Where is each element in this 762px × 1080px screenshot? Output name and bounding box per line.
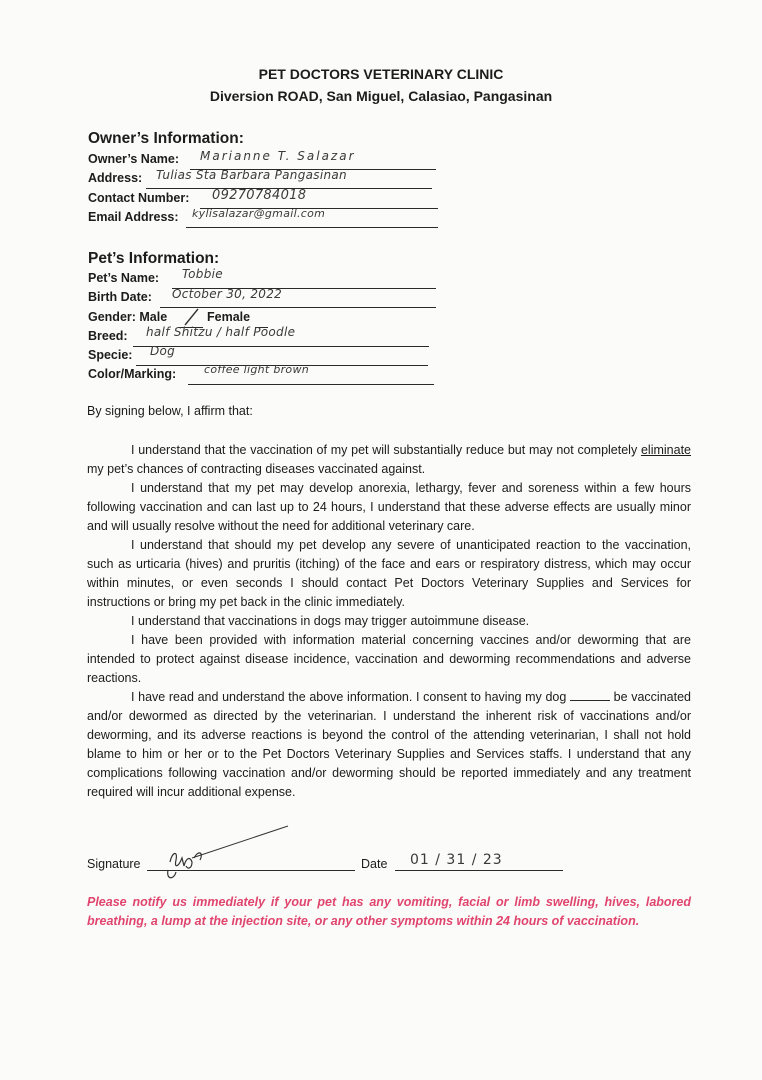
affirm-paragraph-4: I understand that vaccinations in dogs may trigger autoimmune disease. bbox=[131, 614, 530, 628]
affirm-p1-text-end: my pet’s chances of contracting diseases vaccinated against. bbox=[87, 462, 426, 476]
affirm-p6-text-end: be vaccinated and/or dewormed as directed by the veterinarian. I understand the inherent risk of vaccinations and/or deworming, and its adverse reactions is beyond the control of the attending veterinarian, I shall not hold blame to him or her or to the Pet Doctors Veterinary Supplies and Services staffs. I understand that any complications following vaccination and/or deworming should be reported immediately and any treatment required will incur additional expense. bbox=[87, 690, 691, 799]
contact-number-label: Contact Number: bbox=[88, 191, 190, 205]
pet-name-label: Pet’s Name: bbox=[88, 271, 160, 285]
birth-date-value: October 30, 2022 bbox=[172, 287, 283, 301]
owner-address-label: Address: bbox=[88, 171, 143, 185]
gender-female-label: Female bbox=[207, 310, 251, 324]
affirm-body bbox=[87, 441, 691, 802]
owner-section-title: Owner’s Information: bbox=[88, 130, 244, 147]
gender-male-label: Gender: Male bbox=[88, 310, 168, 324]
breed-value: half Shitzu / half Poodle bbox=[146, 325, 296, 339]
affirm-intro: By signing below, I affirm that: bbox=[87, 404, 253, 418]
slash-mark-icon bbox=[182, 308, 202, 326]
owner-address-value: Tulias Sta Barbara Pangasinan bbox=[156, 168, 347, 182]
affirm-p1-underlined: eliminate bbox=[640, 443, 691, 457]
affirm-p1-text: I understand that the vaccination of my pet will substantially reduce but may not completely bbox=[131, 443, 641, 457]
handwritten-signature-icon bbox=[148, 822, 298, 882]
affirm-paragraph-6 bbox=[87, 688, 691, 802]
owner-name-label: Owner’s Name: bbox=[88, 152, 180, 166]
signature-row bbox=[87, 857, 141, 871]
owner-name-value: Marianne T. Salazar bbox=[200, 149, 356, 163]
pet-name-value: Tobbie bbox=[182, 267, 223, 281]
dog-name-blank[interactable] bbox=[570, 690, 610, 701]
date-value: 01 / 31 / 23 bbox=[410, 852, 503, 868]
color-marking-value: coffee light brown bbox=[204, 363, 310, 376]
notice-text: Please notify us immediately if your pet has any vomiting, facial or limb swelling, hives, labored breathing, a lump at the injection site, or any other symptoms within 24 hours of vaccination. bbox=[87, 895, 691, 928]
pet-section-title: Pet’s Information: bbox=[88, 250, 220, 267]
affirm-paragraph-3: I understand that should my pet develop any severe of unanticipated reaction to the vaccination, such as urticaria (hives) and pruritis (itching) of the face and ears or respiratory distress, which may occur within minutes, or even seconds I should contact Pet Doctors Veterinary Supplies and Services for instructions or bring my pet back in the clinic immediately. bbox=[87, 538, 691, 609]
signature-label: Signature bbox=[87, 857, 141, 871]
clinic-address: Diversion ROAD, San Miguel, Calasiao, Pangasinan bbox=[209, 88, 553, 104]
birth-date-label: Birth Date: bbox=[88, 290, 152, 304]
affirm-paragraph-2: I understand that my pet may develop anorexia, lethargy, fever and soreness within a few hours following vaccination and can last up to 24 hours, I understand that these adverse effects are usually minor and will usually resolve without the need for additional veterinary care. bbox=[87, 481, 691, 533]
affirm-paragraph-5: I have been provided with information material concerning vaccines and/or deworming that are intended to protect against disease incidence, vaccination and deworming recommendations and adverse reactions. bbox=[87, 633, 691, 685]
affirm-paragraph-1 bbox=[87, 441, 691, 479]
specie-label: Specie: bbox=[88, 348, 133, 362]
date-label: Date bbox=[361, 857, 388, 871]
color-marking-label: Color/Marking: bbox=[88, 367, 177, 381]
contact-number-value: 09270784018 bbox=[212, 188, 307, 203]
email-label: Email Address: bbox=[88, 210, 179, 224]
breed-label: Breed: bbox=[88, 329, 128, 343]
affirm-p6-text: I have read and understand the above information. I consent to having my dog bbox=[131, 690, 567, 704]
specie-value: Dog bbox=[150, 344, 176, 358]
clinic-name: PET DOCTORS VETERINARY CLINIC bbox=[258, 66, 504, 82]
email-value: kylisalazar@gmail.com bbox=[192, 207, 326, 220]
